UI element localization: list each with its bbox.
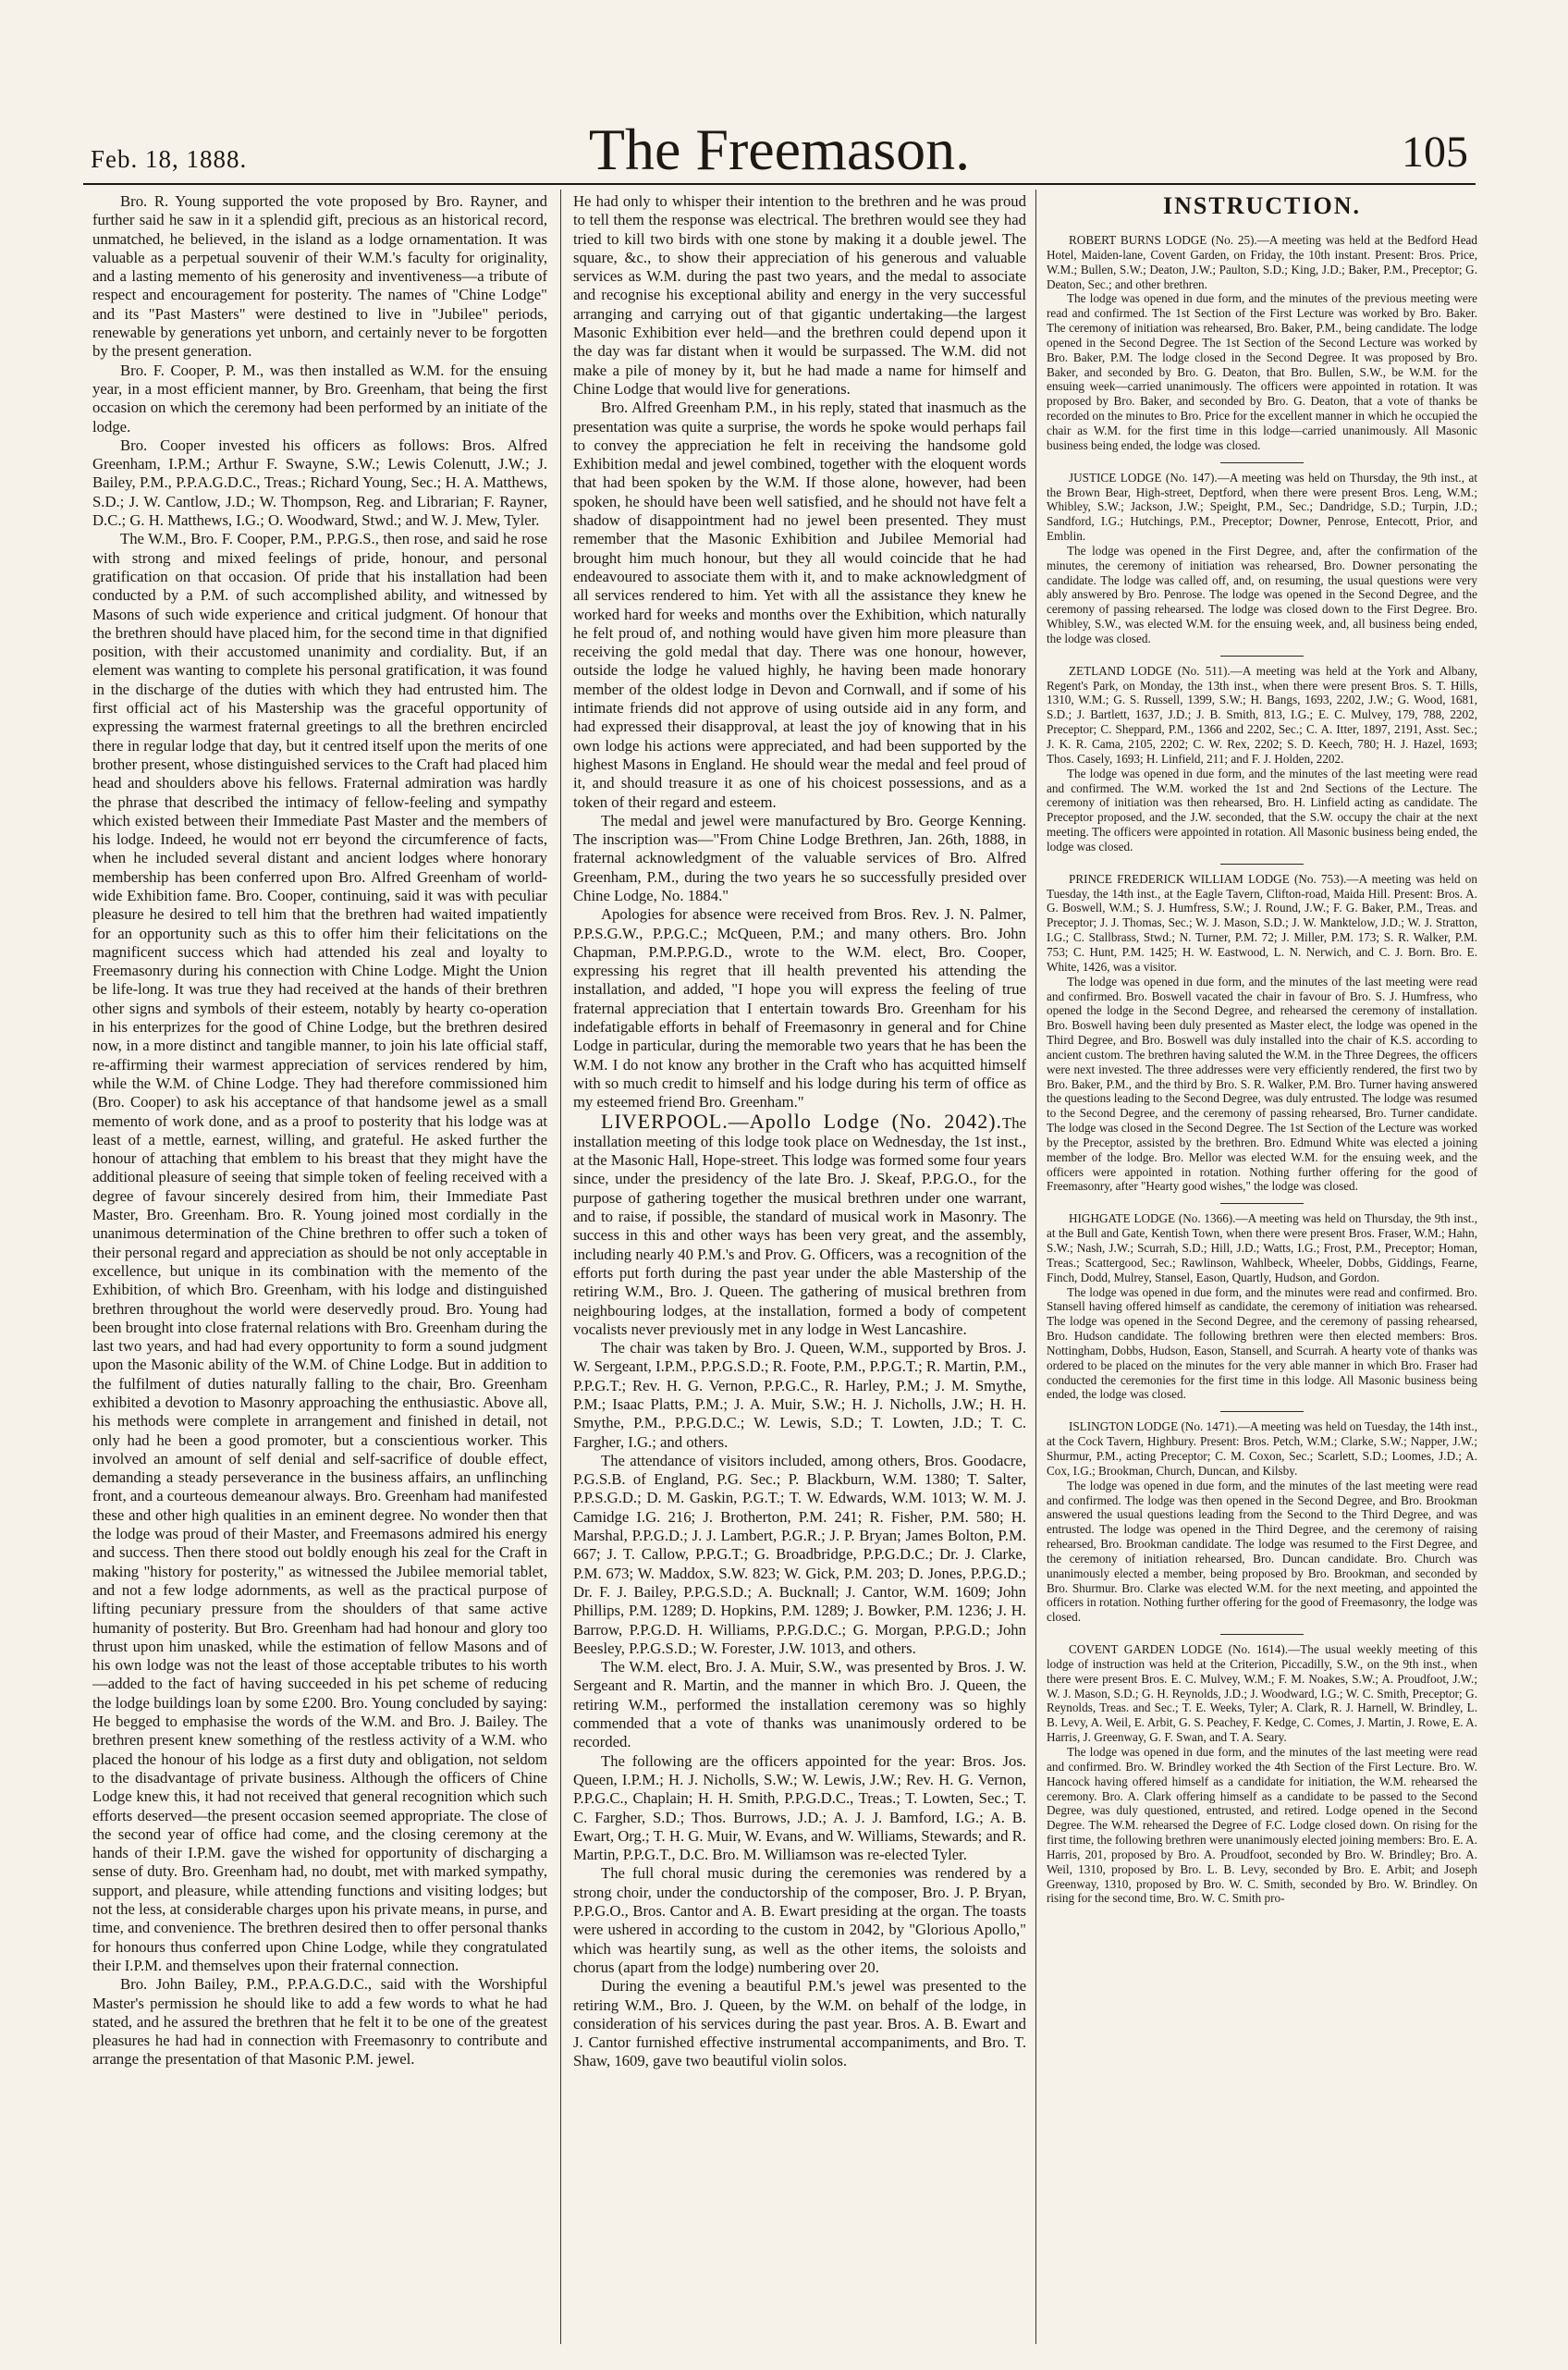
paragraph: The installation meeting of this lodge took place on Wednesday, the 1st inst., at the Masonic Hall, Hope-street. This lodge was formed some four years since, under the presidency of the late Bro. J. Skeaf, P.P.G.O., for the purpose of gathering together the musical brethren under one warrant, and to raise, if possible, the standard of musical work in Masonry. The success in this and other ways has been very great, and the assembly, including nearly 40 P.M.'s and Prov. G. Officers, was a recognition of the efforts put forth during the past year under the able Mastership of the retiring W.M., Bro. J. Queen. The gathering of musical brethren from neighbouring lodges, at the installation, formed a body of competent vocalists never previously met in any lodge in West Lancashire.: [573, 1113, 1026, 1338]
separator-rule: [1220, 1203, 1304, 1204]
paragraph: JUSTICE LODGE (No. 147).—A meeting was held on Thursday, the 9th inst., at the Brown Bear, High-street, Deptford, when there were present Bros. Leng, W.M.; Whibley, S.W.; Jackson, J.W.; Speight, P.M., Sec.; Dandridge, S.D.; Turpin, J.D.; Sandford, I.G.; Hutchings, P.M., Preceptor; Downer, Penrose, Entecott, Prior, and Emblin.: [1047, 470, 1477, 544]
paragraph: HIGHGATE LODGE (No. 1366).—A meeting was held on Thursday, the 9th inst., at the Bull and Gate, Kentish Town, when there were present Bros. Fraser, W.M.; Hahn, S.W.; Nash, J.W.; Scurrah, S.D.; Hill, J.D.; Watts, I.G.; Frost, P.M., Preceptor; Homan, Treas.; Scattergood, Sec.; Rawlinson, Wahlbeck, Wheeler, Dobbs, Giddings, Fearne, Finch, Dodd, Mulrey, Stansel, Eason, Quartly, Hudson, and Gordon.: [1047, 1211, 1477, 1284]
column-divider: [1035, 190, 1036, 2344]
paragraph: ZETLAND LODGE (No. 511).—A meeting was held at the York and Albany, Regent's Park, on Monday, the 13th inst., when there were present Bros. S. T. Hills, 1310, W.M.; G. S. Russell, 1399, S.W.; H. Bangs, 1693, 2202, J.W.; G. Wood, 1681, S.D.; J. Bartlett, 1637, J.D.; J. B. Smith, 813, I.G.; E. C. Mulvey, 179, 788, 2202, Preceptor; C. Sheppard, P.M., 1366 and 2202, Sec.; C. A. Itter, 1897, 2191, Asst. Sec.; J. K. R. Cama, 2105, 2202; C. W. Rex, 2202; S. D. Keech, 780; H. J. Hazel, 1693; Thos. Casely, 1693; H. Linfield, 211; and F. J. Holden, 2202.: [1047, 663, 1477, 766]
paragraph: COVENT GARDEN LODGE (No. 1614).—The usual weekly meeting of this lodge of instruction was held at the Criterion, Piccadilly, S.W., on the 9th inst., when there were present Bros. E. C. Mulvey, W.M.; F. M. Noakes, S.W.; A. Proudfoot, J.W.; W. J. Mason, S.D.; G. H. Reynolds, J.D.; J. Woodward, I.G.; W. C. Smith, Preceptor; G. Reynolds, Treas. and Sec.; T. E. Weeks, Tyler; A. Clark, R. J. Harnell, W. Brindley, L. B. Levy, A. Weil, E. Arbit, G. S. Peachey, F. Kedge, C. Comes, J. Martin, J. Rowe, E. A. Harris, J. Greenway, G. F. Swan, and T. A. Seary.: [1047, 1642, 1477, 1745]
paragraph: ISLINGTON LODGE (No. 1471).—A meeting was held on Tuesday, the 14th inst., at the Cock Tavern, Highbury. Present: Bros. Petch, W.M.; Clarke, S.W.; Napper, J.W.; Shurmur, P.M., acting Preceptor; C. M. Coxon, Sec.; Scarlett, S.D.; Loomes, J.D.; A. Cox, I.G.; Brookman, Church, Duncan, and Kilsby.: [1047, 1419, 1477, 1478]
paragraph: The chair was taken by Bro. J. Queen, W.M., supported by Bros. J. W. Sergeant, I.P.M., P.P.G.S.D.; R. Foote, P.M., P.P.G.T.; R. Martin, P.M., P.P.G.T.; Rev. H. G. Vernon, P.P.G.C., R. Harley, P.M.; J. M. Smythe, P.M.; Isaac Platts, P.M.; J. A. Muir, S.W.; H. J. Nicholls, J.W.; H. H. Smythe, P.M., P.P.G.D.C.; W. Lewis, S.D.; T. Lowten, J.D.; T. C. Fargher, I.G.; and others.: [573, 1339, 1026, 1451]
page-number: 105: [1402, 128, 1468, 177]
paragraph: ROBERT BURNS LODGE (No. 25).—A meeting was held at the Bedford Head Hotel, Maiden-lane, Covent Garden, on Friday, the 10th instant. Present: Bros. Price, W.M.; Bullen, S.W.; Deaton, J.W.; Paulton, S.D.; King, J.D.; Baker, P.M., Preceptor; G. Deaton, Sec.; and other brethren.: [1047, 233, 1477, 291]
paragraph: The following are the officers appointed for the year: Bros. Jos. Queen, I.P.M.; H. J. Nicholls, S.W.; W. Lewis, J.W.; Rev. H. G. Vernon, P.P.G.C., Chaplain; H. H. Smith, P.P.G.D.C., Treas.; T. Lowten, Sec.; T. C. Fargher, S.D.; Thos. Burrows, J.D.; A. J. J. Bamford, I.G.; A. B. Ewart, Org.; T. H. G. Muir, W. Evans, and W. Williams, Stewards; and R. Martin, P.P.G.T., D.C. Bro. M. Williamson was re-elected Tyler.: [573, 1751, 1026, 1864]
section-heading: LIVERPOOL.—Apollo Lodge (No. 2042).: [601, 1109, 1003, 1133]
column-2: [573, 192, 1026, 2338]
paragraph: PRINCE FREDERICK WILLIAM LODGE (No. 753).—A meeting was held on Tuesday, the 14th inst., at the Eagle Tavern, Clifton-road, Maida Hill. Present: Bros. A. G. Boswell, W.M.; S. J. Humfress, S.W.; J. Round, J.W.; F. G. Baker, P.M., Treas. and Preceptor; J. J. Thomas, Sec.; W. J. Mason, S.D.; J. W. Manktelow, J.D.; W. J. Stratton, I.G.; C. Stallbrass, Stwd.; N. Turner, P.M. 72; J. Miller, P.M. 173; S. R. Walker, P.M. 753; C. Hunt, P.M. 1425; H. W. Eastwood, L. N. Nerwich, and C. J. Born. Bro. E. White, 1426, was a visitor.: [1047, 871, 1477, 974]
lodge-report: [1047, 1419, 1477, 1625]
newspaper-title: The Freemason.: [588, 117, 971, 182]
column-divider: [560, 190, 561, 2344]
separator-rule: [1220, 656, 1304, 657]
separator-rule: [1220, 1411, 1304, 1412]
issue-date: Feb. 18, 1888.: [91, 145, 248, 173]
paragraph: The W.M., Bro. F. Cooper, P.M., P.P.G.S., then rose, and said he rose with strong and mixed feelings of pride, honour, and personal gratification on that occasion. Of pride that his installation had been conducted by a P.M. of such accomplished ability, and witnessed by Masons of such wide experience and critical judgment. Of honour that the brethren should have placed him, for the second time in that dignified position, with their accustomed unanimity and cordiality. But, if an element was wanting to complete his personal gratification, it was found in the discharge of the duties with which they had entrusted him. The first official act of his Mastership was the graceful opportunity of expressing the warmest fraternal greetings to all the brethren encircled there in regular lodge that day, but it centred itself upon the merits of one brother present, whose distinguished services to the Craft had placed him head and shoulders above his fellows. Fraternal admiration was hardly the phrase that described the intimacy of fellow-feeling and sympathy which existed between their Immediate Past Master and the members of his lodge. Indeed, he would not err beyond the circumference of facts, when he included several distant and ancient lodges where honorary membership has been conferred upon Bro. Alfred Greenham of world-wide Exhibition fame. Bro. Cooper, continuing, said it was with peculiar pleasure he desired to tell him that the brethren had waited impatiently for an opportunity such as this to offer him their felicitations on the magnificent success which had attended his zeal and loyalty to Freemasonry during his connection with Chine Lodge. Might the Union be life-long. It was true they had received at the hands of their brethren other signs and symbols of their esteem, notably by hearty co-operation in his enterprizes for the good of Chine Lodge, but the brethren desired now, in a more distinct and tangible manner, to join his late official staff, re-affirming their warmest appreciation of services rendered by him, while the W.M. of Chine Lodge. They had therefore commissioned him (Bro. Cooper) to ask his acceptance of that handsome jewel as a small memento of work done, and as a proof to posterity that his lodge was at least of a mettle, earnest, willing, and grateful. He asked further the honour of attaching that emblem to his breast that they might have the additional pleasure of seeing that simple token of feeling received with a degree of favour sincerely desired from him, their Immediate Past Master, Bro. Greenham. Bro. R. Young joined most cordially in the unanimous determination of the Chine brethren to offer such a token of their personal regard and appreciation as should be not only acceptable in excellence, but unique in its combination with the memento of the Exhibition, of which Bro. Greenham, with his lodge and distinguished brethren throughout the world were deservedly proud. Bro. Young had been brought into close fraternal relations with Bro. Greenham during the last two years, and had had every opportunity to form a sound judgment upon the Masonic ability of the W.M. of Chine Lodge. But in addition to the fulfilment of duties naturally falling to the chair, Bro. Greenham exhibited a devotion to Masonry approaching the enthusiastic. Above all, his methods were complete in arrangement and finished in detail, not only had he been a good promoter, but a conscientious worker. This involved an amount of self denial and self-sacrifice of double effect, demanding a steady perseverance in the business affairs, an unflinching front, and a courteous demeanour always. Bro. Greenham had manifested these and other high qualities in an eminent degree. No wonder then that the lodge was proud of their Master, and Freemasons admired his energy and success. Then there stood out boldly enough his zeal for the Craft in making "history for posterity," as witnessed the Jubilee memorial tablet, and not a few lodge adornments, as well as the practical purpose of lifting pecuniary pressure from the shoulders of that same active humanity of posterity. But Bro. Greenham had had honour and glory too thrust upon him unasked, while the estimation of fellow Masons and of his own lodge was not the least of those acceptable tributes to his worth—added to the fact of having succeeded in his pet scheme of reducing the lodge buildings loan by some £200. Bro. Young concluded by saying: He begged to emphasise the words of the W.M. and Bro. J. Bailey. The brethren present knew something of the restless activity of a W.M. who placed the honour of his lodge as a first duty and obligation, not seldom to the disadvantage of private business. Although the officers of Chine Lodge knew this, it had not received that general recognition which such efforts deserved—the present occasion seemed appropriate. The close of the second year of office had come, and the closing ceremony at the hands of their I.P.M. gave the wished for opportunity of discharging a sense of duty. Bro. Greenham had, no doubt, met with marked sympathy, support, and pleasure, while attending functions and visiting lodges; but not the less, at considerable charges upon his private means, in purse, and time, and convenience. The brethren desired then to offer personal thanks for honours thus conferred upon Chine Lodge, while they congratulated their I.P.M. and themselves upon their fraternal connection.: [92, 530, 547, 1974]
paragraph: Bro. John Bailey, P.M., P.P.A.G.D.C., said with the Worshipful Master's permission he should like to add a few words to what he had stated, and he assured the brethren that he felt it to be one of the greatest pleasures he had had in connection with Freemasonry to contribute and arrange the presentation of that Masonic P.M. jewel.: [92, 1975, 547, 2069]
lodge-report: [1047, 872, 1477, 1195]
paragraph: The lodge was opened in due form, and the minutes of the last meeting were read and confirmed. The W.M. worked the 1st and 2nd Sections of the Lecture. The ceremony of initiation was then rehearsed, Bro. H. Linfield acting as candidate. The Preceptor proposed, and the J.W. seconded, that the S.W. occupy the chair at the next meeting. The officers were appointed in rotation. All Masonic business being ended, the lodge was closed.: [1047, 766, 1477, 853]
section-title: INSTRUCTION.: [1163, 192, 1361, 219]
masthead: [83, 109, 1476, 185]
paragraph: Bro. Alfred Greenham P.M., in his reply, stated that inasmuch as the presentation was quite a surprise, the words he spoke would perhaps fail to convey the appreciation he felt in receiving the handsome gold Exhibition medal and jewel combined, together with the eloquent words that had been spoken by the W.M. If those alone, however, had been spoken, he should have been well satisfied, and he should not have felt a shadow of disappointment had no jewel been presented. They must remember that the Masonic Exhibition and Jubilee Memorial had brought him much honour, but they all would coincide that he had endeavoured to associate them with it, and to make acknowledgment of all services rendered to him. Yet with all the assistance they knew he worked hard for weeks and months over the Exhibition, which naturally he felt proud of, and nothing would have given him more pleasure than receiving the gold medal that day. There was one honour, however, outside the lodge he valued highly, he having been made honorary member of the oldest lodge in Devon and Cornwall, and if some of his intimate friends did not approve of using outside aid in any form, and had expressed their disapproval, at least the joy of knowing that in his own lodge his actions were appreciated, and had been supported by the highest Masons in England. He should wear the medal and feel proud of it, and should treasure it as one of his choicest possessions, and as a token of their regard and esteem.: [573, 399, 1026, 811]
paragraph: Bro. Cooper invested his officers as follows: Bros. Alfred Greenham, I.P.M.; Arthur F. Swayne, S.W.; Lewis Colenutt, J.W.; J. Bailey, P.M., P.P.A.G.D.C., Treas.; Richard Young, Sec.; H. A. Matthews, S.D.; J. W. Cantlow, J.D.; W. Thompson, Reg. and Librarian; F. Rayner, D.C.; G. H. Matthews, I.G.; O. Woodward, Stwd.; and W. J. Mew, Tyler.: [92, 436, 547, 530]
paragraph: The full choral music during the ceremonies was rendered by a strong choir, under the conductorship of the composer, Bro. J. P. Bryan, P.P.G.O., Bros. Cantor and A. B. Ewart presiding at the organ. The toasts were ushered in according to the custom in 2042, by "Glorious Apollo," which was heartily sung, as well as the other items, the soloists and chorus (apart from the lodge) numbering over 20.: [573, 1864, 1026, 1976]
paragraph: The lodge was opened in due form, and the minutes of the previous meeting were read and confirmed. The 1st Section of the First Lecture was worked by Bro. Baker. The ceremony of initiation was rehearsed, Bro. Baker, P.M., being candidate. The lodge opened in the Second Degree. The 1st Section of the Second Lecture was worked by Bro. Baker, P.M. The lodge closed in the Second Degree. It was proposed by Bro. Baker, and seconded by Bro. G. Deaton, that Bro. Bullen, S.W., be W.M. for the ensuing week—carried unanimously. The officers were appointed in rotation. It was proposed by Bro. Baker, and seconded by Bro. G. Deaton, that a vote of thanks be recorded on the minutes to Bro. Price for the excellent manner in which he occupied the chair as W.M. for the first time in this lodge—carried unanimously. All Masonic business being ended, the lodge was closed.: [1047, 291, 1477, 452]
paragraph: Apologies for absence were received from Bros. Rev. J. N. Palmer, P.P.S.G.W., P.P.G.C.; McQueen, P.M.; and many others. Bro. John Chapman, P.M.P.P.G.D., wrote to the W.M. elect, Bro. Cooper, expressing his regret that ill health prevented his attending the installation, and added, "I hope you will express the feeling of true fraternal appreciation that I entertain towards Bro. Greenham for his indefatigable efforts in behalf of Freemasonry in general and for Chine Lodge in particular, during the memorable two years that he has been the W.M. I do not know any brother in the Craft who has acquitted himself with so much credit to himself and his lodge during his term of office as my esteemed friend Bro. Greenham.": [573, 905, 1026, 1111]
lodge-report: [1047, 233, 1477, 453]
paragraph: The medal and jewel were manufactured by Bro. George Kenning. The inscription was—"From Chine Lodge Brethren, Jan. 26th, 1888, in fraternal acknowledgment of the valuable services of Bro. Alfred Greenham, P.M., during the two years he so successfully presided over Chine Lodge, No. 1884.": [573, 811, 1026, 904]
separator-rule: [1220, 462, 1304, 463]
paragraph: The lodge was opened in due form, and the minutes of the last meeting were read and confirmed. The lodge was then opened in the Second Degree, and Bro. Brookman answered the usual questions leading from the Second to the Third Degree, and was entrusted. The lodge was opened in the Third Degree, and the ceremony of raising rehearsed, Bro. Brookman candidate. The lodge was resumed to the First Degree, and the ceremony of initiation rehearsed, Bro. Duncan candidate. Bro. Church was unanimously elected a member, being proposed by Bro. Brookman, and seconded by Bro. Shurmur. Bro. Clarke was elected W.M. for the next meeting, and appointed the officers in rotation. Nothing further offering for the good of Freemasonry, the lodge was closed.: [1047, 1478, 1477, 1625]
paragraph: The lodge was opened in the First Degree, and, after the confirmation of the minutes, the ceremony of initiation was rehearsed, Bro. Downer personating the candidate. The lodge was called off, and, on resuming, the usual questions were very ably answered by Bro. Penrose. The lodge was opened in the Second Degree, and the ceremony of passing rehearsed. The lodge was closed down to the First Degree. Bro. Whibley, S.W., was elected W.M. for the ensuing week, and, all business being ended, the lodge was closed.: [1047, 543, 1477, 645]
separator-rule: [1220, 864, 1304, 865]
paragraph: Bro. F. Cooper, P. M., was then installed as W.M. for the ensuing year, in a most efficient manner, by Bro. Greenham, that being the first occasion on which the ceremony had been performed by an initiate of the lodge.: [92, 361, 547, 436]
lodge-report: [1047, 471, 1477, 646]
lodge-report: [1047, 1211, 1477, 1402]
paragraph: During the evening a beautiful P.M.'s jewel was presented to the retiring W.M., Bro. J. Queen, by the W.M. on behalf of the lodge, in consideration of his services during the past year. Bros. A. B. Ewart and J. Cantor furnished effective instrumental accompaniments, and Bro. T. Shaw, 1609, gave two beautiful violin solos.: [573, 1977, 1026, 2070]
lodge-report: [1047, 664, 1477, 854]
liverpool-article: [573, 1109, 1026, 1340]
separator-rule: [1220, 1634, 1304, 1635]
column-1: [92, 192, 547, 2338]
paragraph: The lodge was opened in due form, and the minutes of the last meeting were read and confirmed. Bro. Boswell vacated the chair in favour of Bro. S. J. Humfress, who opened the lodge in the Second Degree, and rehearsed the ceremony of installation. Bro. Boswell having been duly presented as Master elect, the lodge was opened in the Third Degree, and Bro. Boswell was duly installed into the chair of K.S. according to ancient custom. The brethren having saluted the W.M. in the Three Degrees, the officers were next invested. The three addresses were very efficiently rendered, the first two by Bro. Baker, P.M., and the third by Bro. S. R. Walker, P.M. Bro. Turner having answered the questions leading to the Second Degree, was duly entrusted. The lodge was resumed to the Second Degree, and the ceremony of passing rehearsed, Bro. Turner candidate. The lodge was closed in the Second Degree. The 1st Section of the Lecture was worked by the Preceptor, assisted by the brethren. Bro. Edmund White was elected a joining member of the lodge. Bro. Mellor was elected W.M. for the ensuing week, and the officers were appointed in rotation. Nothing further offering for the good of Freemasonry, after "Hearty good wishes," the lodge was closed.: [1047, 974, 1477, 1194]
paragraph: The W.M. elect, Bro. J. A. Muir, S.W., was presented by Bros. J. W. Sergeant and R. Martin, and the manner in which Bro. J. Queen, the retiring W.M., performed the installation ceremony was so highly commended that a vote of thanks was unanimously ordered to be recorded.: [573, 1658, 1026, 1751]
paragraph: Bro. R. Young supported the vote proposed by Bro. Rayner, and further said he saw in it a splendid gift, precious as an historical record, unmatched, he believed, in the island as a lodge ornamentation. It was valuable as a perpetual souvenir of their W.M.'s faculty for originality, and a lasting memento of his generosity and inventiveness—a tribute of respect and encouragement for posterity. The names of "Chine Lodge" and its "Past Masters" were destined to live in "Jubilee" periods, renewable by generations yet unborn, and certainly never to be forgotten by the present generation.: [92, 192, 547, 361]
lodge-report: [1047, 1642, 1477, 1906]
paragraph: The lodge was opened in due form, and the minutes were read and confirmed. Bro. Stansell having offered himself as candidate, the ceremony of initiation was rehearsed. The lodge was opened in the Second Degree, and the ceremony of passing rehearsed, Bro. Hudson candidate. The following brethren were then elected members: Bros. Nottingham, Dobbs, Hudson, Eason, Stansell, and Scurrah. A hearty vote of thanks was ordered to be placed on the minutes for the very able manner in which Bro. Fraser had conducted the ceremonies for the first time in this lodge. All Masonic business being ended, the lodge was closed.: [1047, 1284, 1477, 1402]
paragraph: He had only to whisper their intention to the brethren and he was proud to tell them the response was electrical. The brethren would see they had tried to kill two birds with one stone by making it a double jewel. The square, &c., to show their appreciation of his generous and valuable services as W.M. during the past two years, and the medal to associate and recognise his exceptional ability and energy in the very successful arranging and carrying out of that gigantic undertaking—the largest Masonic Exhibition ever held—and the brethren could depend upon it the day was far distant when it would be surpassed. The W.M. did not make a pile of money by it, but he had made a name for himself and Chine Lodge that would live for generations.: [573, 192, 1026, 398]
paragraph: The attendance of visitors included, among others, Bros. Goodacre, P.G.S.B. of England, P.G. Sec.; P. Blackburn, W.M. 1380; T. Salter, P.P.S.G.D.; D. M. Gaskin, P.G.T.; T. W. Edwards, W.M. 1013; W. M. J. Camidge I.G. 216; J. Brotherton, P.M. 241; R. Fisher, P.M. 580; H. Marshal, P.P.G.D.; J. J. Lambert, P.G.R.; J. P. Bryan; James Bolton, P.M. 667; J. T. Callow, P.P.G.T.; G. Broadbridge, P.P.G.D.C.; Dr. J. Clarke, P.M. 673; W. Maddox, S.W. 823; W. Gick, P.M. 203; D. Jones, P.P.G.D.; Dr. F. J. Bailey, P.P.G.S.D.; A. Bucknall; J. Cantor, W.M. 1609; John Phillips, P.M. 1289; D. Hopkins, P.M. 1289; J. Bowker, P.M. 1236; J. H. Barrow, P.P.G.D. H. Williams, P.P.G.D.C.; G. Morgan, P.P.G.D.; John Beesley, P.P.G.S.D.; W. Forester, J.W. 1013, and others.: [573, 1451, 1026, 1657]
paragraph: The lodge was opened in due form, and the minutes of the last meeting were read and confirmed. Bro. W. Brindley worked the 4th Section of the First Lecture. Bro. W. Hancock having offered himself as a candidate for initiation, the W.M. rehearsed the ceremony. Bro. A. Clark offering himself as a candidate to be passed to the Second Degree, was duly questioned, entrusted, and retired. Lodge opened in the Second Degree. The W.M. rehearsed the Degree of F.C. Lodge closed down. On rising for the first time, the following brethren were unanimously elected joining members: Bro. E. A. Harris, 201, proposed by Bro. A. Proudfoot, seconded by Bro. W. Brindley; Bro. A. Weil, 1310, proposed by Bro. L. B. Levy, seconded by Bro. E. Arbit; and Joseph Greenway, 1310, proposed by Bro. W. C. Smith, seconded by Bro. W. Brindley. On rising for the second time, Bro. W. C. Smith pro-: [1047, 1745, 1477, 1906]
column-3-instruction: [1047, 192, 1477, 2338]
